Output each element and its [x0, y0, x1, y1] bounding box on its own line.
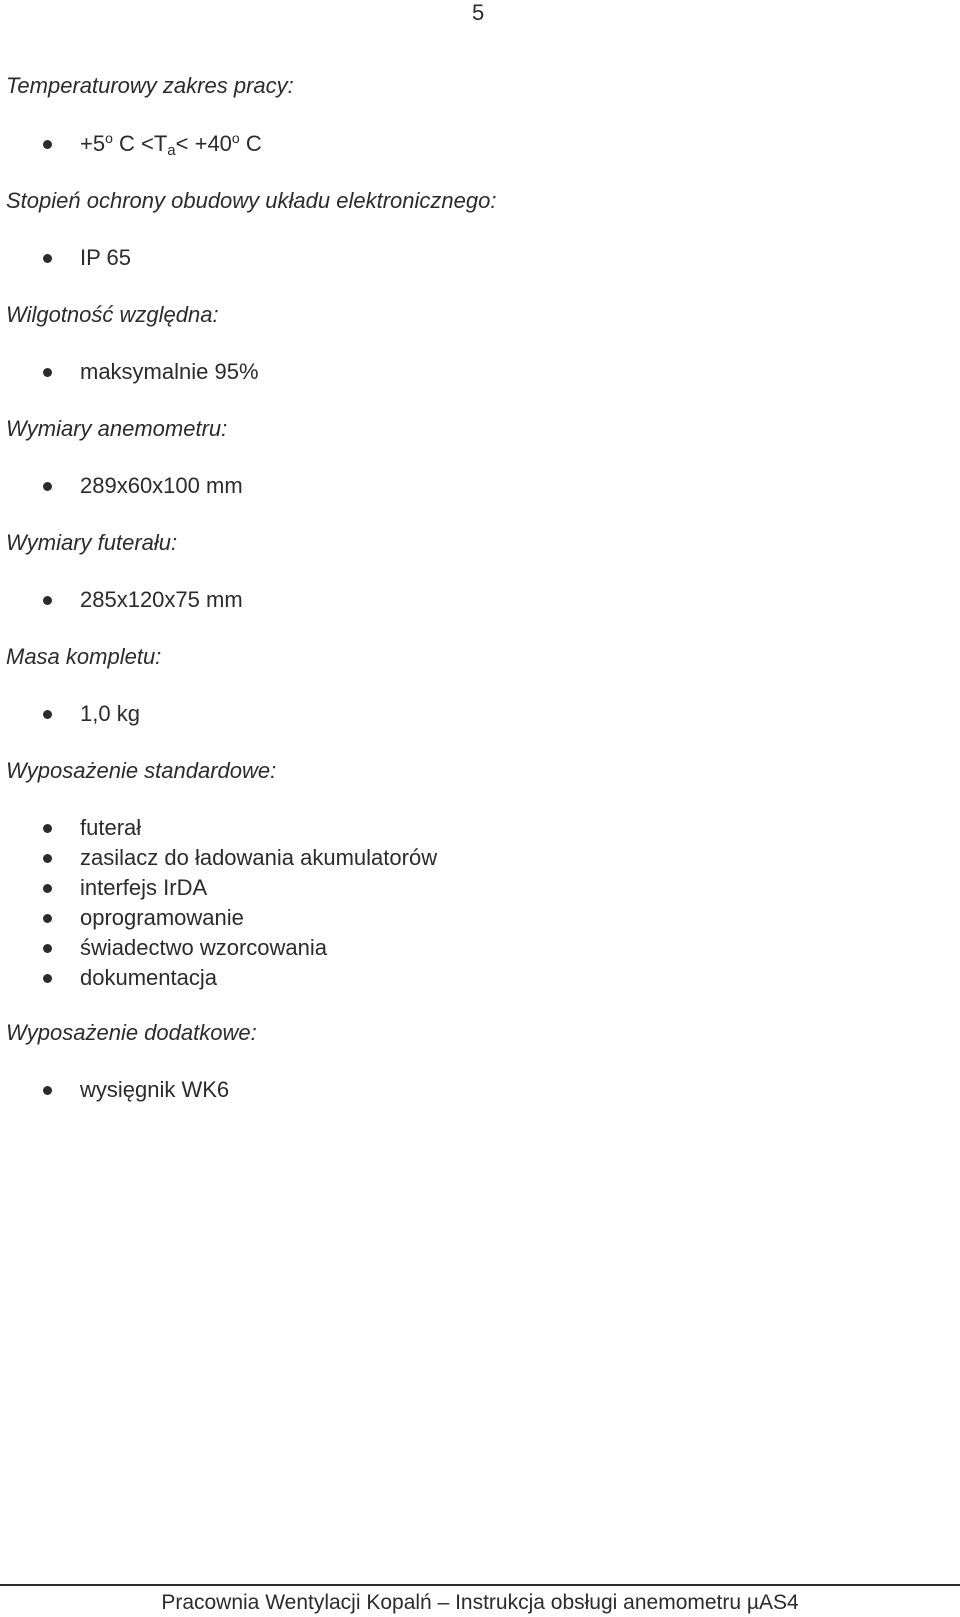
- bullet-icon: [43, 974, 52, 983]
- temperature-text: C <T: [112, 131, 168, 156]
- bullet-icon: [43, 914, 52, 923]
- degree-symbol: o: [231, 130, 240, 146]
- bullet-icon: [43, 140, 52, 149]
- mass-value: 1,0 kg: [80, 701, 140, 726]
- temperature-max: < +40: [175, 131, 232, 156]
- bullet-icon: [43, 482, 52, 491]
- mass-heading: Masa kompletu:: [6, 644, 162, 669]
- bullet-icon: [43, 254, 52, 263]
- degree-symbol: o: [105, 130, 113, 146]
- bullet-icon: [43, 710, 52, 719]
- temperature-heading: Temperaturowy zakres pracy:: [6, 73, 294, 98]
- list-item: świadectwo wzorcowania: [80, 935, 327, 960]
- bullet-icon: [43, 824, 52, 833]
- temperature-unit: C: [239, 131, 262, 156]
- temperature-subscript: a: [167, 142, 176, 159]
- protection-heading: Stopień ochrony obudowy układu elektronicznego:: [6, 188, 497, 213]
- list-item: wysięgnik WK6: [80, 1077, 230, 1102]
- list-item: zasilacz do ładowania akumulatorów: [80, 845, 438, 870]
- humidity-value: maksymalnie 95%: [80, 359, 259, 384]
- bullet-icon: [43, 884, 52, 893]
- protection-value: IP 65: [80, 245, 131, 270]
- bullet-icon: [43, 854, 52, 863]
- list-item: oprogramowanie: [80, 905, 244, 930]
- case-dimensions-heading: Wymiary futerału:: [6, 530, 178, 555]
- bullet-icon: [43, 596, 52, 605]
- bullet-icon: [43, 1086, 52, 1095]
- footer-text: Pracownia Wentylacji Kopalń – Instrukcja obsługi anemometru µAS4: [161, 1591, 799, 1614]
- list-item: futerał: [80, 815, 142, 840]
- humidity-heading: Wilgotność względna:: [6, 302, 219, 327]
- temperature-min: +5: [80, 131, 106, 156]
- standard-equipment-heading: Wyposażenie standardowe:: [6, 758, 277, 783]
- additional-equipment-heading: Wyposażenie dodatkowe:: [6, 1020, 257, 1045]
- bullet-icon: [43, 368, 52, 377]
- bullet-icon: [43, 944, 52, 953]
- list-item: dokumentacja: [80, 965, 217, 990]
- anemometer-dimensions-value: 289x60x100 mm: [80, 473, 243, 498]
- anemometer-dimensions-heading: Wymiary anemometru:: [6, 416, 228, 441]
- temperature-range: [80, 131, 262, 157]
- page-number: 5: [472, 0, 485, 25]
- list-item: interfejs IrDA: [80, 875, 208, 900]
- case-dimensions-value: 285x120x75 mm: [80, 587, 243, 612]
- footer-divider: [0, 1584, 960, 1586]
